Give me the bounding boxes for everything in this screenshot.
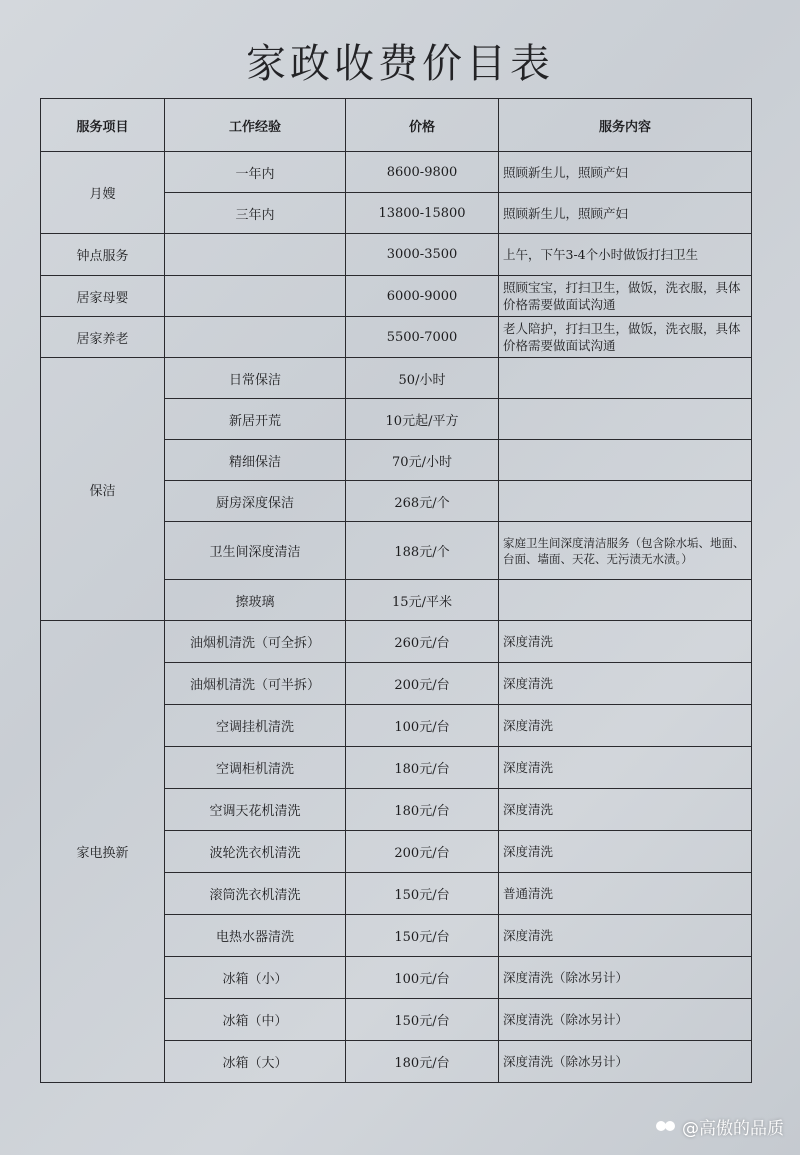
price-cell: 6000-9000	[346, 276, 499, 317]
price-cell: 188元/个	[346, 522, 499, 580]
content-cell: 深度清洗	[499, 915, 752, 957]
service-name: 家电换新	[41, 621, 165, 1083]
header-service: 服务项目	[41, 99, 165, 152]
experience-cell: 空调挂机清洗	[165, 705, 346, 747]
price-cell: 5500-7000	[346, 317, 499, 358]
header-price: 价格	[346, 99, 499, 152]
content-cell: 深度清洗	[499, 621, 752, 663]
experience-cell: 油烟机清洗（可半拆）	[165, 663, 346, 705]
paw-logo-icon	[656, 1118, 676, 1136]
experience-cell: 冰箱（中）	[165, 999, 346, 1041]
header-content: 服务内容	[499, 99, 752, 152]
content-cell: 照顾新生儿，照顾产妇	[499, 193, 752, 234]
experience-cell: 三年内	[165, 193, 346, 234]
table-row	[41, 234, 752, 276]
table-row	[41, 621, 752, 663]
content-cell: 深度清洗	[499, 663, 752, 705]
experience-cell: 厨房深度保洁	[165, 481, 346, 522]
experience-cell: 新居开荒	[165, 399, 346, 440]
experience-cell	[165, 276, 346, 317]
experience-cell: 冰箱（大）	[165, 1041, 346, 1083]
watermark-text: @高傲的品质	[682, 1119, 784, 1139]
price-cell: 150元/台	[346, 915, 499, 957]
content-cell	[499, 440, 752, 481]
experience-cell: 卫生间深度清洁	[165, 522, 346, 580]
price-cell: 10元起/平方	[346, 399, 499, 440]
experience-cell: 波轮洗衣机清洗	[165, 831, 346, 873]
content-cell	[499, 399, 752, 440]
price-cell: 13800-15800	[346, 193, 499, 234]
price-cell: 100元/台	[346, 705, 499, 747]
content-cell: 普通清洗	[499, 873, 752, 915]
price-cell: 200元/台	[346, 663, 499, 705]
content-cell: 照顾宝宝，打扫卫生，做饭，洗衣服，具体价格需要做面试沟通	[499, 276, 752, 317]
service-name: 居家母婴	[41, 276, 165, 317]
content-cell	[499, 481, 752, 522]
page-title: 家政收费价目表	[246, 41, 554, 87]
table-header-row	[41, 99, 752, 152]
service-name: 保洁	[41, 358, 165, 621]
price-cell: 3000-3500	[346, 234, 499, 276]
content-cell: 深度清洗	[499, 747, 752, 789]
content-cell: 深度清洗	[499, 831, 752, 873]
price-cell: 180元/台	[346, 747, 499, 789]
table-row	[41, 152, 752, 193]
experience-cell	[165, 317, 346, 358]
price-cell: 260元/台	[346, 621, 499, 663]
price-cell: 150元/台	[346, 873, 499, 915]
experience-cell: 空调柜机清洗	[165, 747, 346, 789]
experience-cell: 油烟机清洗（可全拆）	[165, 621, 346, 663]
experience-cell: 滚筒洗衣机清洗	[165, 873, 346, 915]
content-cell: 照顾新生儿，照顾产妇	[499, 152, 752, 193]
header-experience: 工作经验	[165, 99, 346, 152]
price-cell: 70元/小时	[346, 440, 499, 481]
content-cell: 深度清洗	[499, 789, 752, 831]
price-cell: 180元/台	[346, 789, 499, 831]
content-cell: 深度清洗（除冰另计）	[499, 957, 752, 999]
service-name: 月嫂	[41, 152, 165, 234]
table-row	[41, 317, 752, 358]
price-cell: 180元/台	[346, 1041, 499, 1083]
content-cell	[499, 358, 752, 399]
experience-cell: 空调天花机清洗	[165, 789, 346, 831]
price-cell: 8600-9800	[346, 152, 499, 193]
service-name: 钟点服务	[41, 234, 165, 276]
experience-cell: 日常保洁	[165, 358, 346, 399]
content-cell	[499, 580, 752, 621]
content-cell: 深度清洗	[499, 705, 752, 747]
experience-cell: 电热水器清洗	[165, 915, 346, 957]
price-cell: 50/小时	[346, 358, 499, 399]
experience-cell: 精细保洁	[165, 440, 346, 481]
price-cell: 200元/台	[346, 831, 499, 873]
watermark	[656, 1114, 784, 1139]
table-row	[41, 276, 752, 317]
experience-cell: 冰箱（小）	[165, 957, 346, 999]
content-cell: 家庭卫生间深度清洁服务（包含除水垢、地面、台面、墙面、天花、无污渍无水渍。）	[499, 522, 752, 580]
experience-cell	[165, 234, 346, 276]
price-cell: 15元/平米	[346, 580, 499, 621]
price-cell: 150元/台	[346, 999, 499, 1041]
price-cell: 100元/台	[346, 957, 499, 999]
experience-cell: 一年内	[165, 152, 346, 193]
content-cell: 深度清洗（除冰另计）	[499, 999, 752, 1041]
price-table	[40, 98, 752, 1083]
content-cell: 上午，下午3-4个小时做饭打扫卫生	[499, 234, 752, 276]
service-name: 居家养老	[41, 317, 165, 358]
table-row	[41, 358, 752, 399]
content-cell: 老人陪护，打扫卫生，做饭，洗衣服，具体价格需要做面试沟通	[499, 317, 752, 358]
price-cell: 268元/个	[346, 481, 499, 522]
content-cell: 深度清洗（除冰另计）	[499, 1041, 752, 1083]
experience-cell: 擦玻璃	[165, 580, 346, 621]
